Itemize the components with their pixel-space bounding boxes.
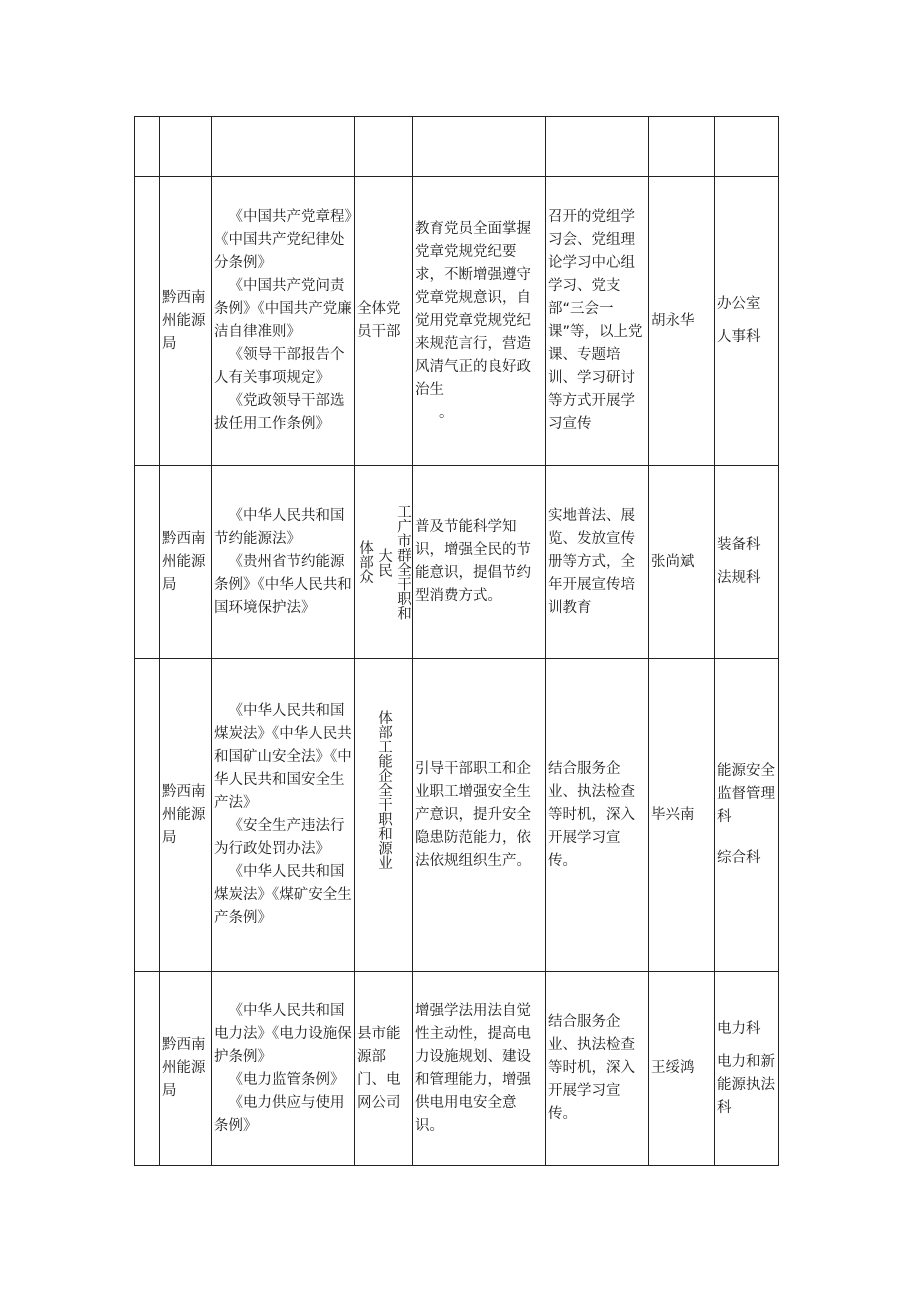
org-cell	[160, 972, 212, 1166]
empty-cell	[413, 117, 546, 177]
target-vertical	[355, 710, 412, 920]
goal-cell	[413, 466, 546, 659]
method-cell	[546, 177, 649, 466]
target-text: 县市能源部门、电网公司	[357, 1025, 401, 1111]
law-item: 《中华人民共和国煤炭法》《中华人民共和国矿山安全法》《中华人民共和国安全生产法》	[214, 703, 352, 811]
dept-text: 办公室	[717, 296, 761, 312]
index-cell	[135, 466, 160, 659]
target-text: 体部工能企全干职和源业	[376, 710, 392, 870]
law-item: 《贵州省节约能源条例》《中华人民共和国环境保护法》	[214, 553, 352, 616]
method-cell	[546, 466, 649, 659]
target-vertical	[355, 504, 412, 620]
method-cell	[546, 659, 649, 972]
goal-cell	[413, 177, 546, 466]
person-cell	[649, 466, 715, 659]
empty-cell	[135, 117, 160, 177]
goal-text: 增强学法用法自觉性主动性，提高电力设施规划、建设和管理能力，增强供电用电安全意识。	[415, 1002, 531, 1134]
target-text: 工广市群全干职和	[395, 504, 411, 620]
dept-text: 电力科	[717, 1020, 761, 1037]
org-text: 黔西南州能源局	[162, 289, 206, 352]
target-cell	[355, 972, 413, 1166]
index-cell	[135, 972, 160, 1166]
dept-text: 能源安全监督管理科	[717, 763, 775, 825]
law-item: 《领导干部报告个人有关事项规定》	[214, 347, 345, 386]
index-cell	[135, 177, 160, 466]
dept-text: 人事科	[717, 329, 761, 345]
dept-cell	[715, 659, 779, 972]
target-text: 大民	[376, 547, 392, 577]
empty-cell	[355, 117, 413, 177]
goal-tail: 。	[439, 404, 454, 421]
table-row	[135, 466, 779, 659]
org-text: 黔西南州能源局	[162, 530, 206, 593]
method-text: 结合服务企业、执法检查等时机，深入开展学习宣传。	[548, 760, 635, 869]
person-cell	[649, 659, 715, 972]
goal-cell	[413, 659, 546, 972]
goal-cell	[413, 972, 546, 1166]
org-text: 黔西南州能源局	[162, 783, 206, 846]
dept-cell	[715, 466, 779, 659]
dept-cell	[715, 177, 779, 466]
table-row	[135, 177, 779, 466]
dept-text: 综合科	[717, 850, 761, 866]
goal-text: 普及节能科学知识，增强全民的节能意识，提倡节约型消费方式。	[415, 519, 531, 604]
method-text: 结合服务企业、执法检查等时机，深入开展学习宣传。	[548, 1014, 635, 1122]
laws-cell	[212, 466, 355, 659]
person-cell	[649, 972, 715, 1166]
table-row	[135, 972, 779, 1166]
laws-cell	[212, 659, 355, 972]
method-text: 召开的党组学习会、党组理论学习中心组学习、党支部“三会一课”等，以上党课、专题培训、学习研讨等方式开展学习宣传	[548, 209, 643, 432]
target-text: 体部众	[357, 540, 373, 584]
law-item: 《中华人民共和国煤炭法》《煤矿安全生产条例》	[214, 864, 352, 926]
empty-cell	[649, 117, 715, 177]
goal-text: 引导干部职工和企业职工增强安全生产意识，提升安全隐患防范能力，依法依规组织生产。	[415, 760, 531, 869]
index-cell	[135, 659, 160, 972]
person-cell	[649, 177, 715, 466]
empty-cell	[212, 117, 355, 177]
method-cell	[546, 972, 649, 1166]
empty-cell	[715, 117, 779, 177]
table-row-empty	[135, 117, 779, 177]
law-item: 《中国共产党章程》《中国共产党纪律处分条例》	[214, 209, 352, 271]
law-item: 《中国共产党问责条例》《中国共产党廉洁自律准则》	[214, 278, 352, 340]
empty-cell	[546, 117, 649, 177]
person-text: 毕兴南	[651, 806, 695, 823]
dept-text: 装备科	[717, 537, 761, 553]
org-cell	[160, 466, 212, 659]
method-text: 实地普法、展览、发放宣传册等方式，全年开展宣传培训教育	[548, 507, 635, 616]
person-text: 张尚斌	[651, 553, 695, 570]
dept-text: 电力和新能源执法科	[717, 1053, 775, 1116]
table-row	[135, 659, 779, 972]
law-item: 《电力监管条例》	[228, 1071, 345, 1088]
empty-cell	[160, 117, 212, 177]
person-text: 王绥鸿	[651, 1060, 695, 1076]
law-item: 《电力供应与使用条例》	[214, 1094, 345, 1134]
law-item: 《中华人民共和国节约能源法》	[214, 507, 345, 547]
dept-cell	[715, 972, 779, 1166]
laws-cell	[212, 177, 355, 466]
person-text: 胡永华	[651, 312, 695, 329]
target-text: 全体党员干部	[357, 301, 401, 340]
goal-text: 教育党员全面掌握党章党规党纪要求，不断增强遵守党章党规意识，自觉用党章党规党纪来规范言行，营造风清气正的良好政治生	[415, 220, 531, 398]
law-item: 《中华人民共和国电力法》《电力设施保护条例》	[214, 1002, 352, 1065]
target-cell	[355, 177, 413, 466]
org-cell	[160, 177, 212, 466]
org-cell	[160, 659, 212, 972]
law-item: 《安全生产违法行为行政处罚办法》	[214, 818, 345, 857]
org-text: 黔西南州能源局	[162, 1037, 206, 1099]
publicity-plan-table	[134, 116, 779, 1166]
law-item: 《党政领导干部选拔任用工作条例》	[214, 393, 345, 432]
target-cell	[355, 659, 413, 972]
dept-text: 法规科	[717, 570, 761, 586]
target-cell	[355, 466, 413, 659]
laws-cell	[212, 972, 355, 1166]
